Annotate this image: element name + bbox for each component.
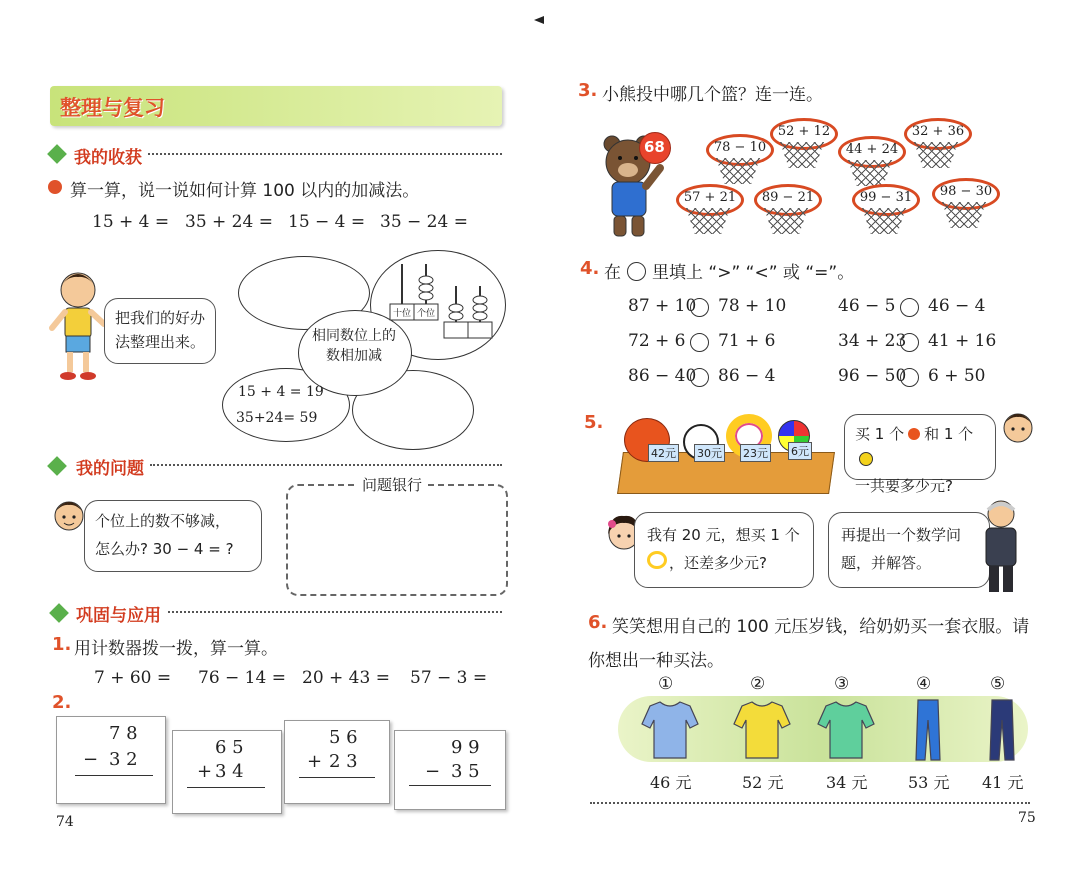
question-bubble (84, 500, 262, 572)
boy-avatar (52, 496, 86, 540)
section-practice-title: 巩固与应用 (76, 606, 161, 626)
question-number: 1. (52, 634, 72, 655)
boy-illustration (48, 268, 110, 384)
basket-label: 89 − 21 (761, 190, 815, 205)
calc-top: 7 8 (109, 723, 138, 744)
price-tag: 6元 (788, 442, 812, 460)
item-price: 52 元 (742, 773, 784, 792)
price-tag: 30元 (694, 444, 725, 462)
calc-line (409, 785, 491, 786)
compare-left: 46 − 5 (838, 296, 896, 316)
calc-bottom: 3 5 (451, 761, 480, 782)
question-bank-label: 问题银行 (356, 474, 428, 495)
section-diamond-icon (47, 456, 67, 476)
item-number: ② (750, 674, 766, 694)
center-bubble-text (308, 326, 400, 366)
girl-speech-bubble (634, 512, 814, 588)
compare-blank-circle[interactable] (900, 333, 919, 352)
calc-line (187, 787, 265, 788)
question-number: 6. (588, 612, 608, 633)
calc-bottom: 3 4 (215, 761, 244, 782)
compare-right: 46 − 4 (928, 296, 986, 316)
compare-left: 86 − 40 (628, 366, 697, 386)
item-number: ⑤ (990, 674, 1006, 694)
top-arrow-icon (534, 16, 544, 24)
question-number: 5. (584, 412, 604, 433)
shirt-icon[interactable] (640, 698, 700, 762)
section-gains-title: 我的收获 (74, 148, 142, 168)
calc-bottom: 2 3 (329, 751, 358, 772)
hand-equation: 15 + 4 = 19 (238, 384, 324, 400)
abacus-icon (442, 282, 494, 340)
question-line: 怎么办? 30 − 4 = ? (95, 540, 234, 558)
calc-op: − (83, 749, 99, 770)
section-diamond-icon (47, 144, 67, 164)
basket-net (686, 208, 730, 234)
basket-label: 57 + 21 (683, 190, 737, 205)
vertical-calc-card (56, 716, 166, 804)
center-bubble-label: 相同数位上的数相加减 (312, 328, 396, 364)
grandpa-line-2: 题，并解答。 (841, 554, 932, 572)
basket[interactable] (932, 172, 998, 232)
calc-expr: 15 + 4 = (92, 212, 170, 232)
buy-question-bubble (844, 414, 996, 495)
hand-equation: 35+24= 59 (236, 410, 318, 426)
item-price: 41 元 (982, 773, 1024, 792)
pants-icon[interactable] (972, 698, 1032, 762)
basket-label: 52 + 12 (777, 124, 831, 139)
compare-left: 34 + 23 (838, 331, 907, 351)
ball-number: 68 (644, 138, 665, 156)
q3-text: 小熊投中哪几个篮？连一连。 (602, 85, 823, 105)
q1-expr: 57 − 3 = (410, 668, 488, 688)
compare-left: 96 − 50 (838, 366, 907, 386)
calc-top: 5 6 (329, 727, 358, 748)
vertical-calc-card (172, 730, 282, 814)
item-price: 53 元 (908, 773, 950, 792)
beach-ball-icon (859, 452, 873, 466)
grandpa-speech-bubble (828, 512, 990, 588)
page-number: 75 (1018, 810, 1036, 826)
buy-text-b: 和 1 个 (924, 425, 974, 443)
grandpa-illustration (976, 496, 1026, 598)
section-divider (150, 464, 502, 466)
compare-right: 86 − 4 (718, 366, 776, 386)
girl-line-1: 我有 20 元，想买 1 个 (647, 526, 800, 544)
basket-net (862, 208, 906, 234)
page-number: 74 (56, 814, 74, 830)
calc-bottom: 3 2 (109, 749, 138, 770)
basket-label: 32 + 36 (911, 124, 965, 139)
q4-text-pre: 在 (604, 263, 621, 283)
q6-text: 你想出一种买法。 (588, 651, 724, 671)
calc-op: + (197, 761, 213, 782)
basket-net (764, 208, 808, 234)
swim-ring-icon (647, 551, 667, 569)
price-tag: 23元 (740, 444, 771, 462)
item-number: ④ (916, 674, 932, 694)
buy-text-a: 买 1 个 (855, 425, 905, 443)
calc-op: + (307, 751, 323, 772)
question-bank-box (286, 484, 508, 596)
shirt-icon[interactable] (732, 698, 792, 762)
basket[interactable] (904, 112, 970, 172)
item-number: ③ (834, 674, 850, 694)
compare-blank-circle[interactable] (690, 333, 709, 352)
item-number: ① (658, 674, 674, 694)
calc-expr: 35 − 24 = (380, 212, 468, 232)
calc-top: 6 5 (215, 737, 244, 758)
calc-top: 9 9 (451, 737, 480, 758)
boy-speech-text: 把我们的好办法整理出来。 (115, 309, 206, 351)
basket[interactable] (754, 178, 820, 238)
q1-expr: 76 − 14 = (198, 668, 286, 688)
bullet-dot-icon (48, 180, 62, 194)
compare-blank-circle[interactable] (690, 368, 709, 387)
section-divider (168, 611, 502, 613)
price-tag: 42元 (648, 444, 679, 462)
question-line: 个位上的数不够减， (95, 512, 231, 530)
compare-blank-circle[interactable] (900, 298, 919, 317)
girl-text-b: ，还差多少元? (669, 554, 767, 572)
section-divider (148, 153, 502, 155)
basket-net (780, 142, 824, 168)
q4-text-post: 里填上 “>” “<” 或 “=”。 (652, 263, 855, 283)
page-title: 整理与复习 (60, 96, 165, 120)
basket[interactable] (770, 112, 836, 172)
calc-op: − (425, 761, 441, 782)
item-price: 46 元 (650, 773, 692, 792)
q1-expr: 20 + 43 = (302, 668, 390, 688)
compare-right: 41 + 16 (928, 331, 997, 351)
basket-label: 99 − 31 (859, 190, 913, 205)
question-number: 3. (578, 80, 598, 101)
abacus-label: 个位 (417, 309, 436, 319)
girl-line-2 (647, 549, 801, 577)
q1-text: 用计数器拨一拨，算一算。 (74, 639, 278, 659)
calc-expr: 15 − 4 = (288, 212, 366, 232)
section-diamond-icon (49, 603, 69, 623)
calc-line (75, 775, 153, 776)
basket-net (914, 142, 958, 168)
question-number: 2. (52, 692, 72, 713)
grandpa-line-1: 再提出一个数学问 (841, 526, 962, 544)
q1-expr: 7 + 60 = (94, 668, 172, 688)
q4-text (604, 258, 854, 283)
basket-label: 98 − 30 (939, 184, 993, 199)
calc-line (299, 777, 375, 778)
basket-label: 44 + 24 (845, 142, 899, 157)
calc-expr: 35 + 24 = (185, 212, 273, 232)
basket-label: 78 − 10 (713, 140, 767, 155)
blank-circle-icon (627, 262, 646, 281)
compare-blank-circle[interactable] (690, 298, 709, 317)
buy-line-2: 一共要多少元? (855, 477, 953, 495)
section-problems-title: 我的问题 (76, 459, 144, 479)
shirt-icon[interactable] (816, 698, 876, 762)
question-number: 4. (580, 258, 600, 279)
basketball-icon (908, 428, 920, 440)
boy-avatar (1000, 408, 1036, 452)
compare-blank-circle[interactable] (900, 368, 919, 387)
compare-left: 72 + 6 (628, 331, 686, 351)
basket[interactable] (852, 178, 918, 238)
compare-right: 78 + 10 (718, 296, 787, 316)
abacus-label: 十位 (393, 309, 412, 319)
basket-net (942, 202, 986, 228)
vertical-calc-card (394, 730, 506, 810)
buy-line-1 (855, 421, 985, 473)
vertical-calc-card (284, 720, 390, 804)
compare-left: 87 + 10 (628, 296, 697, 316)
calc-intro: 算一算，说一说如何计算 100 以内的加减法。 (70, 181, 420, 201)
pants-icon[interactable] (898, 698, 958, 762)
bottom-divider (590, 802, 1030, 804)
item-price: 34 元 (826, 773, 868, 792)
compare-right: 6 + 50 (928, 366, 986, 386)
q6-text: 笑笑想用自己的 100 元压岁钱，给奶奶买一套衣服。请 (612, 617, 1030, 637)
compare-right: 71 + 6 (718, 331, 776, 351)
basket[interactable] (676, 178, 742, 238)
boy-speech-bubble (104, 298, 216, 364)
